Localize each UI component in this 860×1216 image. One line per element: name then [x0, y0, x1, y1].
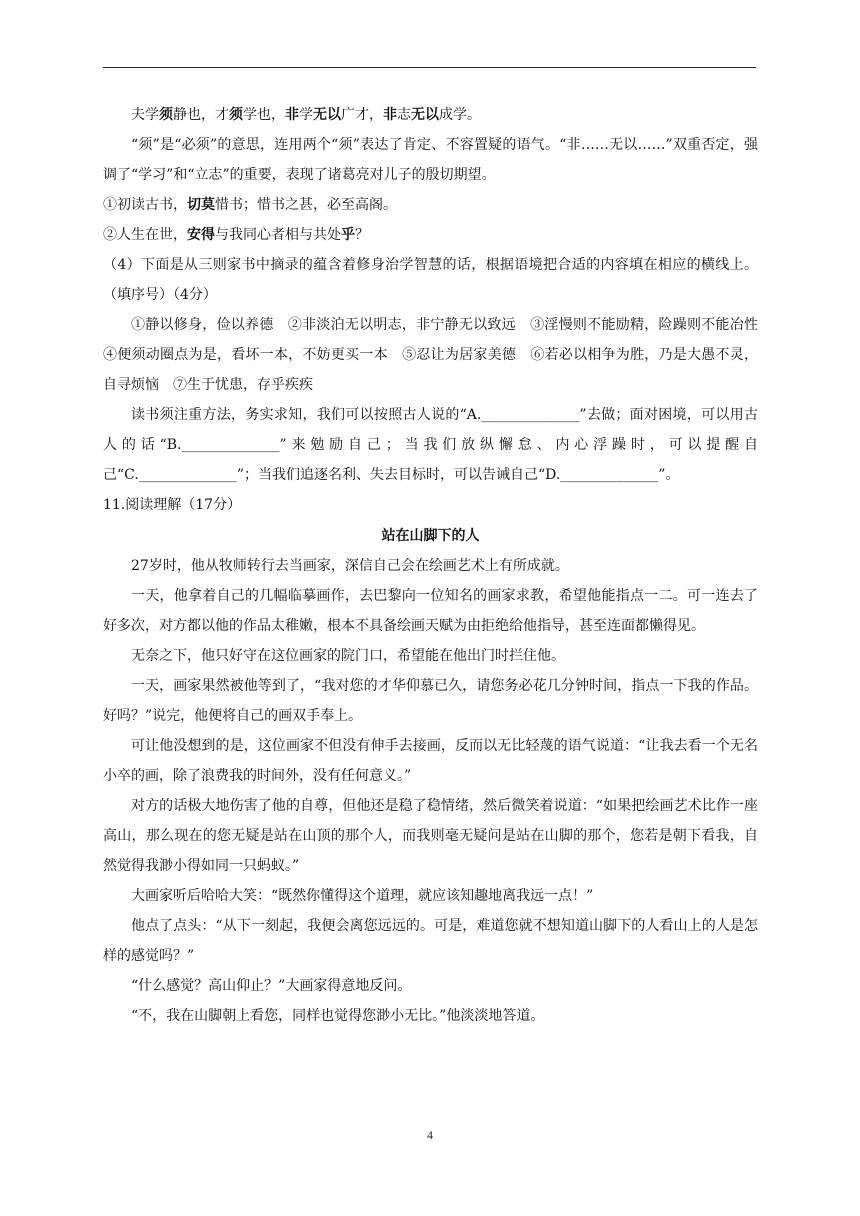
- question-4-options: ①静以修身，俭以养德 ②非淡泊无以明志，非宁静无以致远 ③淫慢则不能励精，险躁则不能冶性 ④便须动圈点为是，看坏一本，不妨更买一本 ⑤忍让为居家美德 ⑥若必以相争为胜，乃是大愚不灵，自寻烦恼 ⑦生于忧患，存乎疾疾: [103, 317, 772, 393]
- example-item-2: [103, 220, 758, 250]
- passage-title: 站在山脚下的人: [381, 528, 480, 544]
- passage-paragraph: 一天，画家果然被他等到了，“我对您的才华仰慕已久，请您务必花几分钟时间，指点一下我的作品。好吗？”说完，他便将自己的画双手奉上。: [103, 678, 758, 724]
- example-emphasis: 切莫: [187, 197, 215, 213]
- page-number: 4: [427, 1128, 433, 1142]
- quote-emphasis: 非: [285, 107, 299, 123]
- explanation-paragraph: “须”是“必须”的意思，连用两个“须”表达了肯定、不容置疑的语气。“非……无以……”双重否定，强调了“学习”和“立志”的重要，表现了诸葛亮对儿子的殷切期望。: [103, 137, 758, 183]
- passage-body: [103, 551, 758, 1031]
- example-text: ②人生在世，: [103, 227, 187, 243]
- passage-paragraph: 一天，他拿着自己的几幅临摹画作，去巴黎向一位知名的画家求教，希望他能指点一二。可一连去了好多次，对方都以他的作品太稚嫩，根本不具备绘画天赋为由拒绝给他指导，甚至连面都懒得见。: [103, 588, 758, 634]
- quote-text: 学: [299, 107, 313, 123]
- passage-paragraph: “不，我在山脚朝上看您，同样也觉得您渺小无比。”他淡淡地答道。: [131, 1008, 545, 1024]
- passage-paragraph: “什么感觉？高山仰止？”大画家得意地反问。: [131, 978, 412, 994]
- quote-emphasis: 须: [229, 107, 243, 123]
- example-emphasis: 安得: [187, 227, 215, 243]
- example-text: ①初读古书，: [103, 197, 187, 213]
- question-4-prompt: （4）下面是从三则家书中摘录的蕴含着修身治学智慧的话，根据语境把合适的内容填在相应的横线上。（填序号）（4分）: [103, 257, 758, 303]
- question-11-heading: 11.阅读理解（17分）: [103, 497, 242, 513]
- passage-paragraph: 他点了点头：“从下一刻起，我便会离您远远的。可是，难道您就不想知道山脚下的人看山上的人是怎样的感觉吗？”: [103, 918, 758, 964]
- example-emphasis: 乎: [341, 227, 355, 243]
- quote-emphasis: 非: [383, 107, 397, 123]
- quote-text: 学也，: [243, 107, 285, 123]
- example-text: 惜书；惜书之甚，必至高阁。: [215, 197, 397, 213]
- quote-emphasis: 须: [159, 107, 173, 123]
- quote-text: 成学。: [439, 107, 481, 123]
- example-text: 与我同心者相与共处: [215, 227, 341, 243]
- passage-paragraph: 对方的话极大地伤害了他的自尊，但他还是稳了稳情绪，然后微笑着说道：“如果把绘画艺术比作一座高山，那么现在的您无疑是站在山顶的那个人，而我则毫无疑问是站在山脚的那个，您若是朝下看我，自然觉得我渺小得如同一只蚂蚁。”: [103, 798, 758, 874]
- quote-text: 夫学: [131, 107, 159, 123]
- passage-paragraph: 大画家听后哈哈大笑：“既然你懂得这个道理，就应该知趣地离我远一点！”: [131, 888, 594, 904]
- header-rule: [103, 67, 756, 68]
- passage-paragraph: 无奈之下，他只好守在这位画家的院门口，希望能在他出门时拦住他。: [131, 648, 565, 664]
- passage-paragraph: 可让他没想到的是，这位画家不但没有伸手去接画，反而以无比轻蔑的语气说道：“让我去看一个无名小卒的画，除了浪费我的时间外，没有任何意义。”: [103, 738, 758, 784]
- question-4-fill-blanks: 读书须注重方法，务实求知，我们可以按照古人说的“A.______________”去做；面对困境，可以用古人的话“B.______________”来勉励自己；当我们放纵懈怠、内心浮躁时，可以提醒自己“C.______________”；当我们追逐名利、失去目标时，可以告诫自己“D.______________”。: [103, 407, 758, 483]
- page-content: [103, 100, 772, 1031]
- quote-line: [103, 100, 758, 130]
- quote-text: 志: [397, 107, 411, 123]
- quote-emphasis: 无以: [411, 107, 439, 123]
- passage-paragraph: 27岁时，他从牧师转行去当画家，深信自己会在绘画艺术上有所成就。: [131, 558, 569, 574]
- quote-text: 广才，: [341, 107, 383, 123]
- example-text: ？: [355, 227, 369, 243]
- quote-emphasis: 无以: [313, 107, 341, 123]
- example-item-1: [103, 190, 758, 220]
- quote-text: 静也，才: [173, 107, 229, 123]
